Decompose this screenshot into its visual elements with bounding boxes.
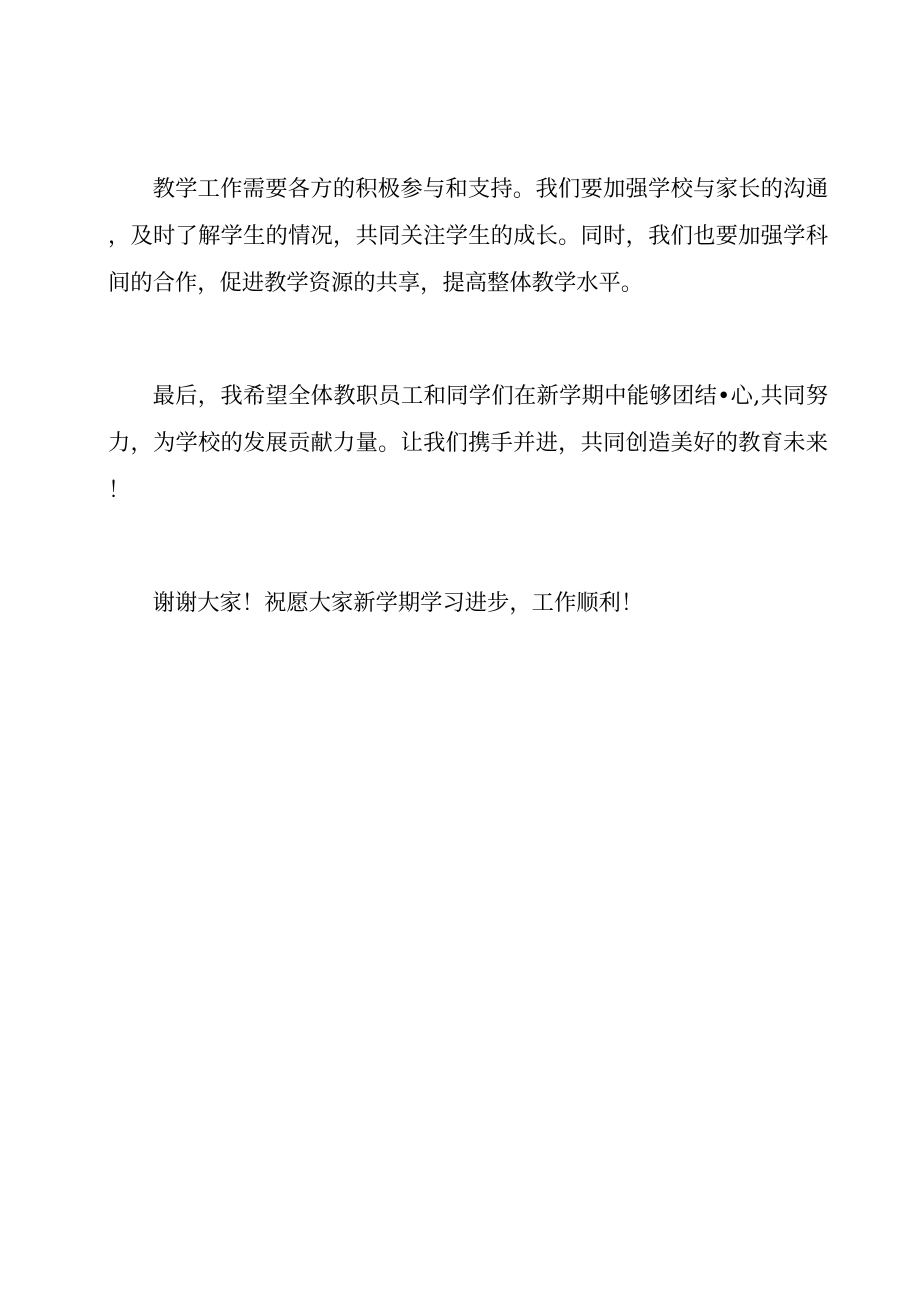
paragraph-thanks: 谢谢大家！祝愿大家新学期学习进步，工作顺利！: [152, 590, 644, 616]
paragraph-collaboration: 教学工作需要各方的积极参与和支持。我们要加强学校与家长的沟通，及时了解学生的情况，共同关注学生的成长。同时，我们也要加强学科间的合作，促进教学资源的共享，提高整体教学水平。: [108, 176, 828, 296]
document-body: [108, 166, 828, 627]
paragraph-closing-hope: 最后，我希望全体教职员工和同学们在新学期中能够团结•心,共同努力，为学校的发展贡献力量。让我们携手并进，共同创造美好的教育未来！: [108, 383, 828, 503]
